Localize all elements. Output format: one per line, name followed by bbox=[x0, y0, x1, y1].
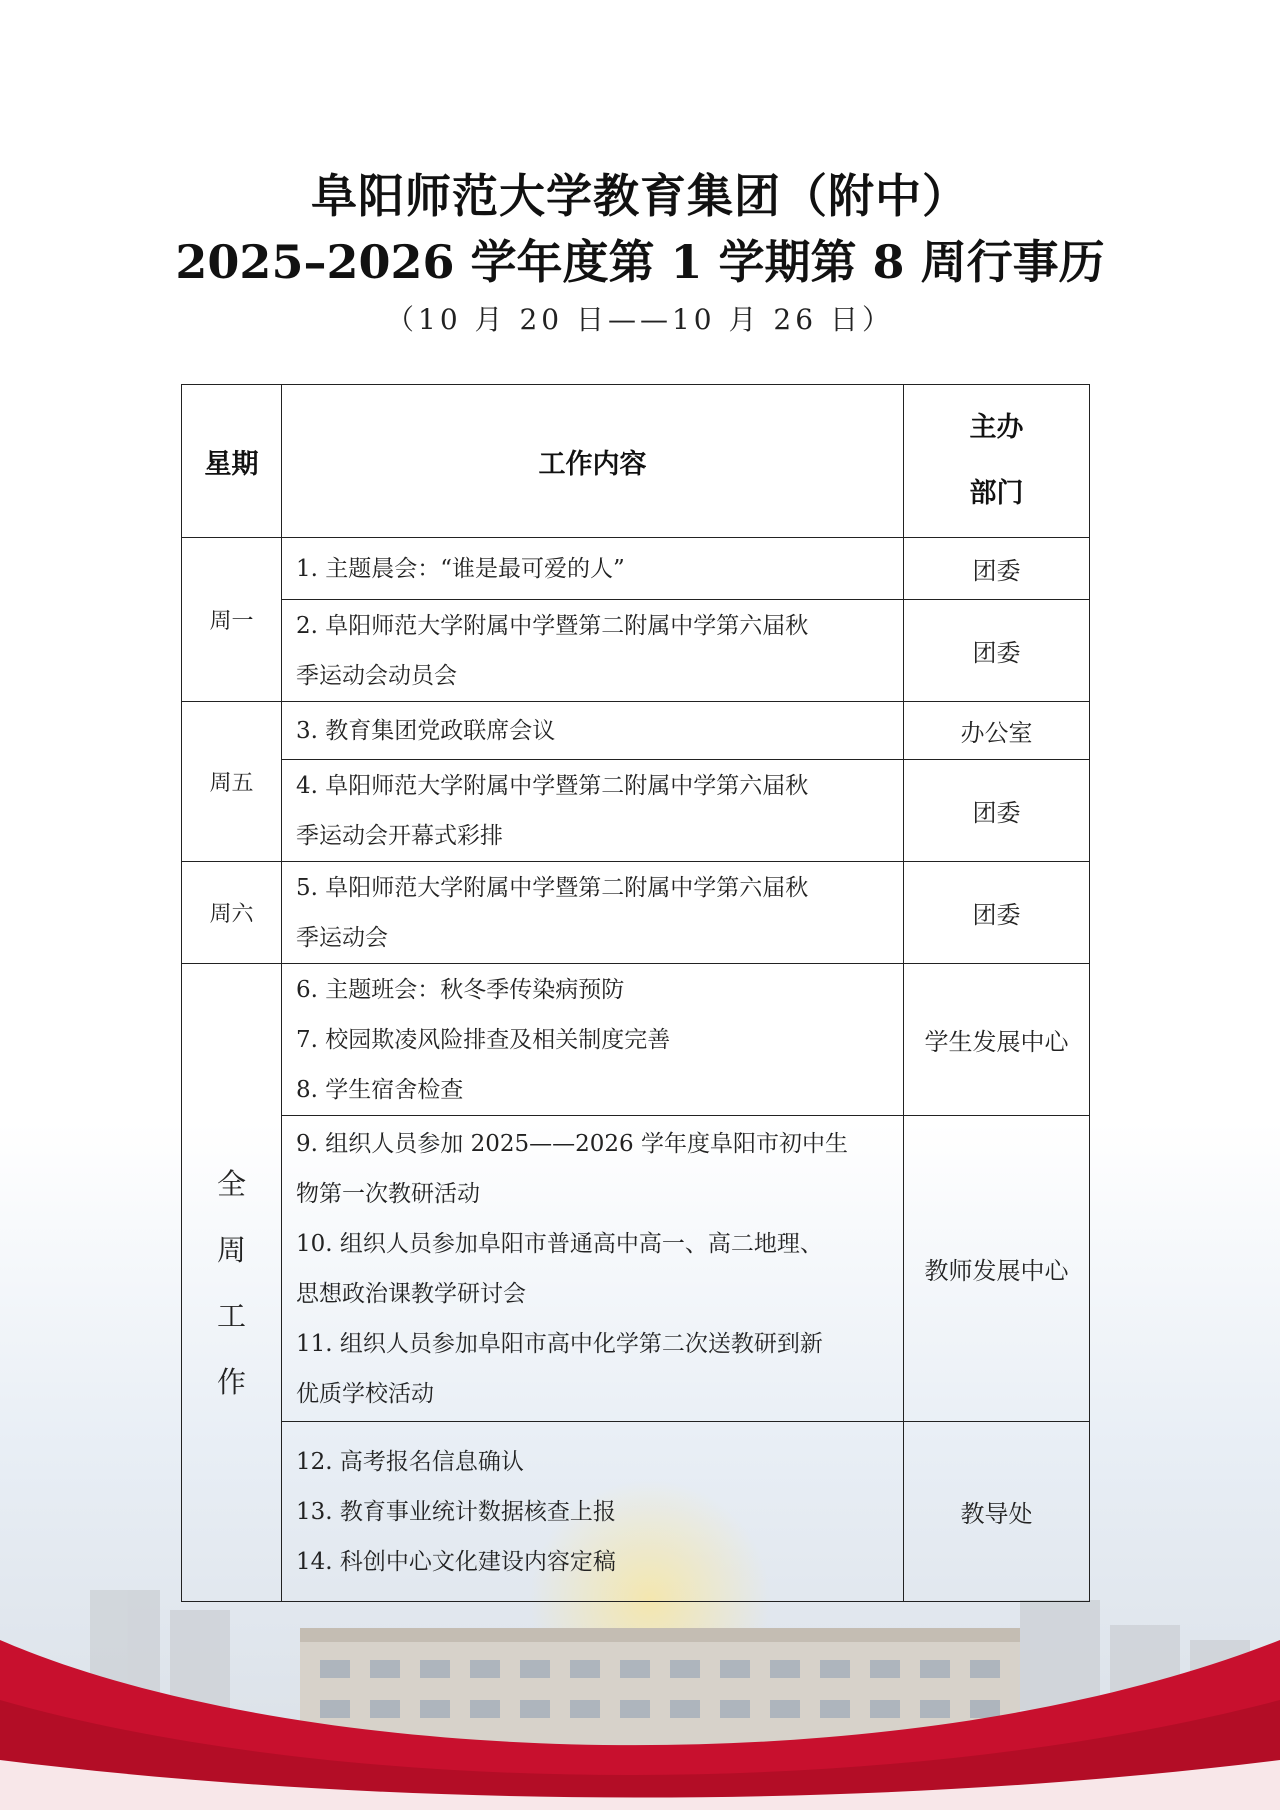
dept-group-1: 学生发展中心 bbox=[904, 964, 1090, 1116]
table-row bbox=[182, 702, 1090, 760]
item-4-line2: 季运动会开幕式彩排 bbox=[296, 822, 503, 849]
item-2-line1: 2. 阜阳师范大学附属中学暨第二附属中学第六届秋 bbox=[296, 612, 809, 639]
schedule-table bbox=[181, 384, 1090, 1602]
item-10-line1: 10. 组织人员参加阜阳市普通高中高一、高二地理、 bbox=[296, 1230, 823, 1257]
item-5 bbox=[282, 862, 904, 964]
item-9-line2: 物第一次教研活动 bbox=[296, 1180, 480, 1207]
dept-2: 团委 bbox=[904, 600, 1090, 702]
item-11-line1: 11. 组织人员参加阜阳市高中化学第二次送教研到新 bbox=[296, 1330, 823, 1357]
header-dept-line1: 主办 bbox=[969, 412, 1024, 443]
item-2-line2: 季运动会动员会 bbox=[296, 662, 457, 689]
item-2 bbox=[282, 600, 904, 702]
table-row bbox=[182, 964, 1090, 1116]
item-13: 13. 教育事业统计数据核查上报 bbox=[296, 1498, 616, 1525]
page-subtitle: 2025–2026 学年度第 1 学期第 8 周行事历 bbox=[175, 235, 1105, 289]
header-content: 工作内容 bbox=[282, 385, 904, 538]
header-dept bbox=[904, 385, 1090, 538]
item-5-line1: 5. 阜阳师范大学附属中学暨第二附属中学第六届秋 bbox=[296, 874, 809, 901]
item-14: 14. 科创中心文化建设内容定稿 bbox=[296, 1548, 616, 1575]
item-6: 6. 主题班会：秋冬季传染病预防 bbox=[296, 976, 625, 1003]
header-day: 星期 bbox=[182, 385, 282, 538]
item-3 bbox=[282, 702, 904, 760]
dept-group-2: 教师发展中心 bbox=[904, 1116, 1090, 1422]
item-1 bbox=[282, 538, 904, 600]
item-12: 12. 高考报名信息确认 bbox=[296, 1448, 524, 1475]
day-week-char-1: 全 bbox=[216, 1166, 246, 1201]
table-row bbox=[182, 1116, 1090, 1422]
table-row bbox=[182, 760, 1090, 862]
dept-4: 团委 bbox=[904, 760, 1090, 862]
group-2 bbox=[282, 1116, 904, 1422]
item-10-line2: 思想政治课教学研讨会 bbox=[296, 1280, 526, 1307]
day-fri: 周五 bbox=[182, 702, 282, 862]
dept-5: 团委 bbox=[904, 862, 1090, 964]
table-row bbox=[182, 538, 1090, 600]
page-title: 阜阳师范大学教育集团（附中） bbox=[311, 169, 969, 223]
date-range: （10 月 20 日——10 月 26 日） bbox=[386, 303, 894, 336]
day-sat: 周六 bbox=[182, 862, 282, 964]
group-3 bbox=[282, 1422, 904, 1602]
dept-group-3: 教导处 bbox=[904, 1422, 1090, 1602]
table-row bbox=[182, 1422, 1090, 1602]
dept-3: 办公室 bbox=[904, 702, 1090, 760]
item-8: 8. 学生宿舍检查 bbox=[296, 1076, 464, 1103]
item-7: 7. 校园欺凌风险排查及相关制度完善 bbox=[296, 1026, 671, 1053]
item-5-line2: 季运动会 bbox=[296, 924, 388, 951]
table-row bbox=[182, 862, 1090, 964]
item-4-line1: 4. 阜阳师范大学附属中学暨第二附属中学第六届秋 bbox=[296, 772, 809, 799]
item-11-line2: 优质学校活动 bbox=[296, 1380, 434, 1407]
table-row bbox=[182, 600, 1090, 702]
dept-1: 团委 bbox=[904, 538, 1090, 600]
day-mon: 周一 bbox=[182, 538, 282, 702]
day-week bbox=[182, 964, 282, 1602]
header-dept-line2: 部门 bbox=[969, 478, 1024, 509]
item-4 bbox=[282, 760, 904, 862]
table-header-row bbox=[182, 385, 1090, 538]
day-week-char-3: 工 bbox=[216, 1298, 246, 1333]
item-3-text: 3. 教育集团党政联席会议 bbox=[296, 717, 556, 744]
item-9-line1: 9. 组织人员参加 2025——2026 学年度阜阳市初中生 bbox=[296, 1130, 848, 1157]
item-1-text: 1. 主题晨会：“谁是最可爱的人” bbox=[296, 555, 625, 582]
day-week-char-2: 周 bbox=[216, 1232, 246, 1267]
day-week-char-4: 作 bbox=[216, 1364, 246, 1399]
group-1 bbox=[282, 964, 904, 1116]
